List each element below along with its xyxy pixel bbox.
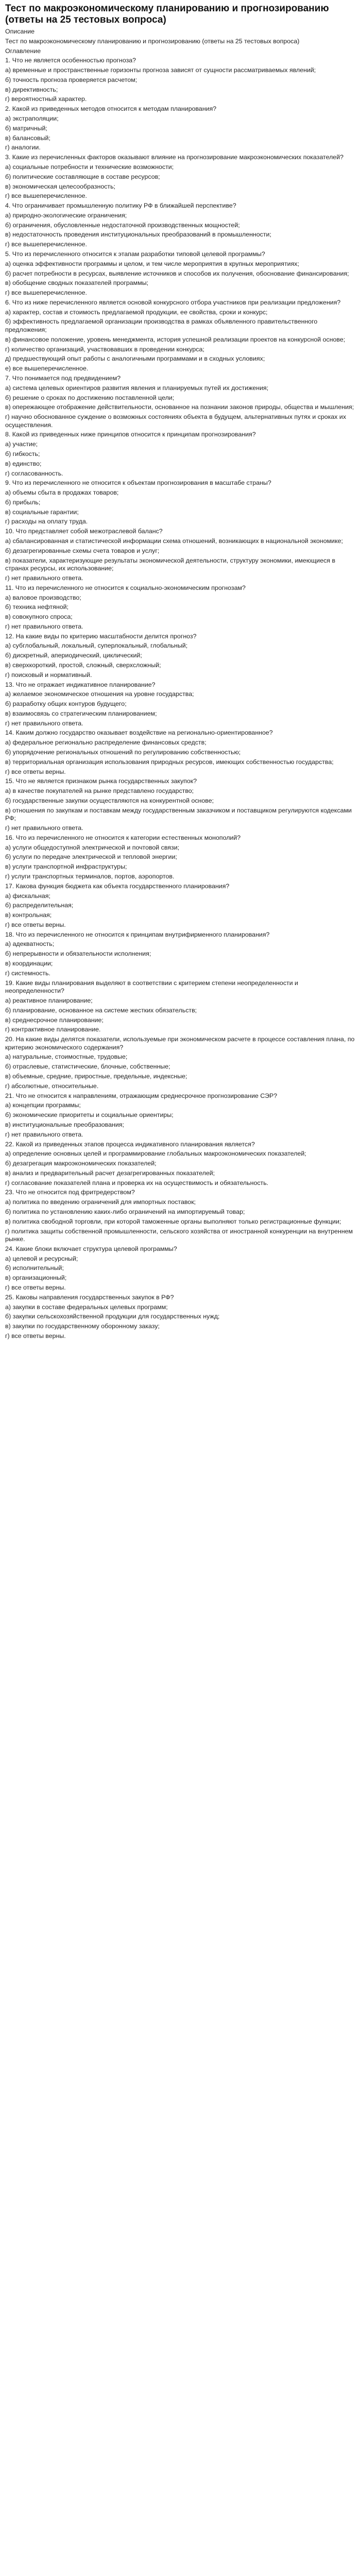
question-text: 21. Что не относится к направлениям, отражающим среднесрочное прогнозирование СЭР? <box>5 1092 278 1099</box>
paragraph: б) распределительная; <box>5 902 74 909</box>
paragraph: г) нет правильного ответа. <box>5 719 83 727</box>
paragraph: а) концепции программы; <box>5 1101 81 1109</box>
paragraph: е) все вышеперечисленное. <box>5 365 89 372</box>
question-text: 10. Что представляет собой межотраслевой баланс? <box>5 528 163 535</box>
question-text: 25. Каковы направления государственных закупок в РФ? <box>5 1293 174 1301</box>
paragraph: б) закупки сельскохозяйственной продукции для государственных нужд; <box>5 1313 220 1320</box>
paragraph: г) все ответы верны. <box>5 1332 66 1340</box>
paragraph: в) показатели, характеризующие результаты экономической деятельности, структуру экономики, имеющиеся в странах ресурсы, их использование; <box>5 556 336 572</box>
paragraph: в) территориальная организация использования природных ресурсов, имеющих собственностью государства; <box>5 758 334 766</box>
paragraph: б) решение о сроках по достижению поставленной цели; <box>5 394 175 401</box>
paragraph: в) экономическая целесообразность; <box>5 182 115 190</box>
paragraph: б) экономические приоритеты и социальные ориентиры; <box>5 1111 174 1119</box>
paragraph: б) услуги по передаче электрической и тепловой энергии; <box>5 853 177 861</box>
paragraph: в) социальные гарантии; <box>5 508 79 516</box>
paragraph: б) гибкость; <box>5 450 40 457</box>
paragraph: г) контрактивное планирование. <box>5 1026 101 1033</box>
paragraph: в) отношения по закупкам и поставкам между государственным заказчиком и поставщиком регулируются кодексами РФ; <box>5 806 352 822</box>
document-body <box>5 28 356 1342</box>
paragraph: в) балансовый; <box>5 134 50 142</box>
paragraph: а) целевой и ресурсный; <box>5 1255 78 1262</box>
paragraph: в) объемные, средние, приростные, предельные, индексные; <box>5 1073 187 1080</box>
paragraph: а) характер, состав и стоимость предлагаемой продукции, ее свойства, сроки и конкурс; <box>5 308 268 316</box>
paragraph: в) анализ и предварительный расчет дезагрегированных показателей; <box>5 1169 215 1177</box>
paragraph: в) сверхкороткий, простой, сложный, сверхсложный; <box>5 662 161 669</box>
paragraph: г) аналогии. <box>5 144 41 151</box>
paragraph: г) услуги транспортных терминалов, портов, аэропортов. <box>5 873 175 880</box>
paragraph: г) все вышеперечисленное. <box>5 241 87 248</box>
paragraph: Описание <box>5 28 35 35</box>
paragraph: б) прибыль; <box>5 498 41 506</box>
paragraph: в) институциональные преобразования; <box>5 1121 124 1128</box>
paragraph: д) предшествующий опыт работы с аналогичными программами и в сходных условиях; <box>5 355 265 363</box>
paragraph: в) взаимосвязь со стратегическим планированием; <box>5 709 157 717</box>
paragraph: а) адекватность; <box>5 940 55 948</box>
question-text: 1. Что не является особенностью прогноза? <box>5 57 136 64</box>
paragraph: г) расходы на оплату труда. <box>5 518 88 526</box>
question-text: 12. На какие виды по критерию масштабности делится прогноз? <box>5 632 197 640</box>
paragraph: а) закупки в составе федеральных целевых программ; <box>5 1303 168 1311</box>
paragraph: а) политика по введению ограничений для импортных поставок; <box>5 1198 196 1206</box>
paragraph: а) временные и пространственные горизонты прогноза зависят от сущности рассматриваемых явлений; <box>5 66 316 74</box>
paragraph: в) организационный; <box>5 1274 67 1282</box>
question-text: 14. Каким должно государство оказывает воздействие на регионально-ориентированное? <box>5 729 273 737</box>
paragraph: б) исполнительный; <box>5 1264 64 1272</box>
paragraph: а) валовое производство; <box>5 594 81 601</box>
paragraph: в) опережающее отображение действительности, основанное на познании законов природы, общества и мышления; <box>5 403 354 411</box>
question-text: 24. Какие блоки включает структура целевой программы? <box>5 1245 177 1252</box>
paragraph: г) вероятностный характер. <box>5 95 87 103</box>
paragraph: г) нет правильного ответа. <box>5 1130 83 1138</box>
paragraph: а) сбалансированная и статистической информации схема отношений, возникающих в национальной экономике; <box>5 537 343 545</box>
paragraph: в) финансовое положение, уровень менеджмента, история успешной реализации проектов на конкурсной основе; <box>5 335 346 343</box>
paragraph: г) согласование показателей плана и проверка их на осуществимость и обязательность. <box>5 1179 269 1187</box>
paragraph: б) расчет потребности в ресурсах, выявление источников и способов их получения, обоснование финансирования; <box>5 269 349 277</box>
paragraph: а) субглобальный, локальный, суперлокальный, глобальный; <box>5 642 188 650</box>
paragraph: б) разработку общих контуров будущего; <box>5 700 127 708</box>
paragraph: Оглавление <box>5 47 41 55</box>
question-text: 22. Какой из приведенных этапов процесса индикативного планирования является? <box>5 1140 255 1148</box>
paragraph: г) политика защиты собственной промышленности, сельского хозяйства от иностранной конкуренции на внутреннем рынке. <box>5 1227 353 1243</box>
question-text: 4. Что ограничивает промышленную политику РФ в ближайшей перспективе? <box>5 202 236 210</box>
paragraph: г) нет правильного ответа. <box>5 622 83 630</box>
paragraph: б) дезагрегация макроэкономических показателей; <box>5 1160 157 1167</box>
paragraph: в) директивность; <box>5 86 58 93</box>
paragraph: а) услуги общедоступной электрической и почтовой связи; <box>5 843 180 851</box>
question-text: 13. Что не отражает индикативное планирование? <box>5 681 156 688</box>
paragraph: г) нет правильного ответа. <box>5 574 83 582</box>
paragraph: в) единство; <box>5 460 42 467</box>
paragraph: б) планирование, основанное на системе жестких обязательств; <box>5 1006 197 1014</box>
paragraph: б) эффективность предлагаемой организации производства в рамках объявленного правительственного предложения; <box>5 318 318 334</box>
paragraph: в) услуги транспортной инфраструктуры; <box>5 863 127 871</box>
paragraph: б) политические составляющие в составе ресурсов; <box>5 173 160 180</box>
paragraph: г) поисковый и нормативный. <box>5 671 92 679</box>
question-text: 19. Какие виды планирования выделяют в соответствии с критерием степени неопределенности и неопределенности? <box>5 979 298 995</box>
question-text: 15. Что не является признаком рынка государственных закупок? <box>5 777 197 785</box>
paragraph: а) оценка эффективности программы и целом, и тем числе мероприятия в крупных мероприятиях; <box>5 260 299 267</box>
paragraph: а) определение основных целей и программирование глобальных макроэкономических показателей; <box>5 1150 306 1158</box>
paragraph: в) контрольная; <box>5 911 52 919</box>
paragraph: г) научно обоснованное суждение о возможных состояниях объекта в будущем, альтернативных путях и сроках их осуществления. <box>5 413 347 429</box>
document-title: Тест по макроэкономическому планированию и прогнозированию (ответы на 25 тестовых вопроса) <box>5 3 329 25</box>
paragraph: в) среднесрочное планирование; <box>5 1016 104 1024</box>
paragraph: г) все ответы верны. <box>5 768 66 775</box>
paragraph: в) недостаточность проведения институциональных преобразований в промышленности; <box>5 231 271 239</box>
paragraph: в) закупки по государственному оборонному заказу; <box>5 1323 160 1330</box>
paragraph: б) матричный; <box>5 124 47 132</box>
paragraph: г) абсолютные, относительные. <box>5 1082 99 1090</box>
paragraph: а) желаемое экономическое отношения на уровне государства; <box>5 690 194 698</box>
paragraph: а) участие; <box>5 440 38 448</box>
paragraph: б) дезагрегированные схемы счета товаров и услуг; <box>5 547 160 554</box>
question-text: 5. Что из перечисленного относится к этапам разработки типовой целевой программы? <box>5 250 265 258</box>
paragraph: в) обобщение сводных показателей программы; <box>5 279 149 287</box>
paragraph: а) реактивное планирование; <box>5 996 93 1004</box>
question-text: 20. На какие виды делятся показатели, используемые при экономическом расчете в процессе составления плана, по критерию экономического содержания? <box>5 1036 355 1051</box>
paragraph: г) согласованность. <box>5 469 63 477</box>
paragraph: г) все вышеперечисленное. <box>5 289 87 297</box>
paragraph: в) координации; <box>5 960 53 968</box>
paragraph: а) фискальная; <box>5 892 50 900</box>
question-text: 11. Что из перечисленного не относится к социально-экономическим прогнозам? <box>5 584 246 591</box>
paragraph: г) системность. <box>5 969 50 977</box>
paragraph: б) дискретный, апериодический, циклический; <box>5 652 142 659</box>
question-text: 9. Что из перечисленного не относится к объектам прогнозирования в масштабе страны? <box>5 479 271 487</box>
paragraph: а) экстраполяции; <box>5 115 59 123</box>
paragraph: г) количество организаций, участвовавших в проведении конкурса; <box>5 345 204 353</box>
paragraph: а) природно-экологические ограничения; <box>5 211 127 219</box>
question-text: 17. Какова функция бюджета как объекта государственного планирования? <box>5 882 230 890</box>
paragraph: а) в качестве покупателей на рынке представлено государство; <box>5 787 194 795</box>
paragraph: а) натуральные, стоимостные, трудовые; <box>5 1053 128 1061</box>
paragraph: б) ограничения, обусловленные недостаточной производственных мощностей; <box>5 221 240 229</box>
paragraph: б) непрерывности и обязательности исполнения; <box>5 950 151 958</box>
question-text: 3. Какие из перечисленных факторов оказывают влияние на прогнозирование макроэкономических показателей? <box>5 154 344 161</box>
paragraph: г) все вышеперечисленное. <box>5 192 87 200</box>
paragraph: б) государственные закупки осуществляются на конкурентной основе; <box>5 796 214 804</box>
paragraph: в) политика свободной торговли, при которой таможенные органы выполняют только регистрационные функции; <box>5 1217 341 1225</box>
question-text: 23. Что не относится под фритредерством? <box>5 1189 135 1196</box>
question-text: 2. Какой из приведенных методов относится к методам планирования? <box>5 105 217 113</box>
paragraph: г) все ответы верны. <box>5 1284 66 1292</box>
question-text: 7. Что понимается под предвидением? <box>5 374 121 382</box>
paragraph: а) федеральное регионально распределение финансовых средств; <box>5 739 207 747</box>
question-text: 8. Какой из приведенных ниже принципов относится к принципам прогнозирования? <box>5 431 256 438</box>
paragraph: б) политика по установлению каких-либо ограничений на импортируемый товар; <box>5 1208 245 1215</box>
paragraph: Тест по макроэкономическому планированию и прогнозированию (ответы на 25 тестовых вопроса) <box>5 37 300 45</box>
paragraph: а) система целевых ориентиров развития явления и планируемых путей их достижения; <box>5 384 269 392</box>
paragraph: б) точность прогноза проверяется расчетом; <box>5 76 137 83</box>
question-text: 6. Что из ниже перечисленного является основой конкурсного отбора участников при реализации предложения? <box>5 298 341 306</box>
paragraph: г) все ответы верны. <box>5 921 66 928</box>
paragraph: а) социальные потребности и технические возможности; <box>5 163 174 171</box>
paragraph: в) совокупного спроса; <box>5 613 73 621</box>
paragraph: б) упорядочение региональных отношений по регулированию собственностью; <box>5 749 241 756</box>
paragraph: б) техника нефтяной; <box>5 603 68 611</box>
question-text: 18. Что из перечисленного не относится к принципам внутрифирменного планирования? <box>5 930 270 938</box>
paragraph: б) отраслевые, статистические, блочные, собственные; <box>5 1063 170 1071</box>
paragraph: г) нет правильного ответа. <box>5 824 83 832</box>
paragraph: а) объемы сбыта в продажах товаров; <box>5 489 119 497</box>
question-text: 16. Что из перечисленного не относится к категории естественных монополий? <box>5 834 241 841</box>
